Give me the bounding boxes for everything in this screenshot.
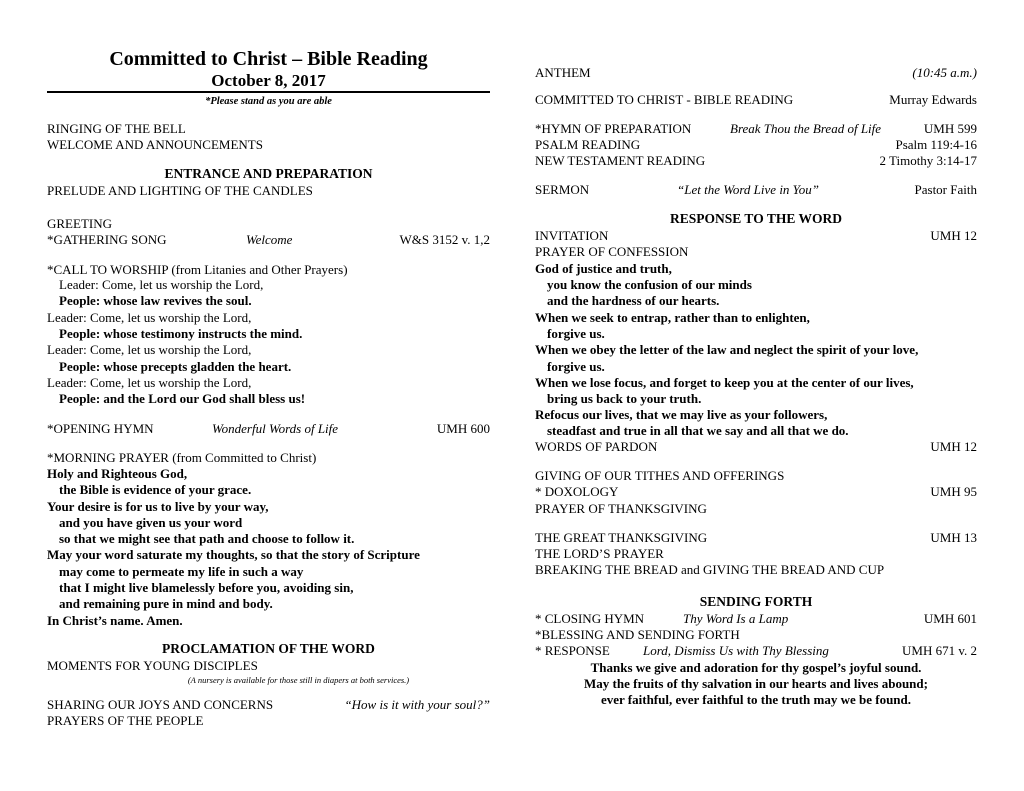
litany-line: People: whose law revives the soul. bbox=[59, 293, 252, 308]
response-title: Lord, Dismiss Us with Thy Blessing bbox=[643, 643, 829, 658]
breaking-bread: BREAKING THE BREAD and GIVING THE BREAD AND CUP bbox=[535, 562, 885, 577]
sharing-quote: “How is it with your soul?” bbox=[344, 697, 490, 712]
litany-line: Leader: Come, let us worship the Lord, bbox=[47, 342, 252, 357]
response-heading: RESPONSE TO THE WORD bbox=[670, 211, 842, 226]
sermon-row bbox=[535, 182, 977, 198]
hymn-preparation-ref: UMH 599 bbox=[923, 121, 977, 136]
greeting: GREETING bbox=[47, 216, 112, 231]
blessing: *BLESSING AND SENDING FORTH bbox=[535, 627, 740, 642]
nt-reading-label: NEW TESTAMENT READING bbox=[535, 153, 706, 168]
opening-hymn-row bbox=[47, 421, 490, 437]
prayer-line: Holy and Righteous God, bbox=[47, 466, 188, 481]
response-ref: UMH 671 v. 2 bbox=[902, 643, 977, 658]
moments-young-disciples: MOMENTS FOR YOUNG DISCIPLES bbox=[47, 658, 258, 673]
response-row bbox=[535, 643, 977, 659]
prelude: PRELUDE AND LIGHTING OF THE CANDLES bbox=[47, 183, 313, 198]
prayers-of-people: PRAYERS OF THE PEOPLE bbox=[47, 713, 204, 728]
morning-prayer-heading: *MORNING PRAYER (from Committed to Christ) bbox=[47, 450, 317, 465]
psalm-label: PSALM READING bbox=[535, 137, 641, 152]
closing-verse-line: Thanks we give and adoration for thy gospel’s joyful sound. bbox=[590, 660, 922, 675]
doxology-row bbox=[535, 484, 977, 500]
closing-hymn-title: Thy Word Is a Lamp bbox=[683, 611, 789, 626]
confession-heading: PRAYER OF CONFESSION bbox=[535, 244, 689, 259]
closing-verse-line: ever faithful, ever faithful to the truth may we be found. bbox=[600, 692, 912, 707]
ctc-reading-label: COMMITTED TO CHRIST - BIBLE READING bbox=[535, 92, 794, 107]
litany-line: Leader: Come, let us worship the Lord, bbox=[47, 375, 252, 390]
stand-note: *Please stand as you are able bbox=[205, 96, 332, 107]
gathering-song-label: *GATHERING SONG bbox=[47, 232, 167, 247]
litany-line: People: and the Lord our God shall bless us! bbox=[59, 391, 306, 406]
confession-line: When we obey the letter of the law and neglect the spirit of your love, bbox=[535, 342, 919, 357]
doxology-label: * DOXOLOGY bbox=[535, 484, 619, 499]
ctc-reading-name: Murray Edwards bbox=[889, 92, 977, 107]
prayer-line: so that we might see that path and choose to follow it. bbox=[59, 531, 355, 546]
gathering-song-row bbox=[47, 232, 490, 248]
service-date: October 8, 2017 bbox=[211, 71, 326, 90]
prayer-line: and you have given us your word bbox=[59, 515, 243, 530]
invitation-ref: UMH 12 bbox=[930, 228, 977, 243]
prayer-line: Your desire is for us to live by your way, bbox=[47, 499, 269, 514]
closing-hymn-label: * CLOSING HYMN bbox=[535, 611, 645, 626]
nt-reading-ref: 2 Timothy 3:14-17 bbox=[879, 153, 977, 168]
sending-heading: SENDING FORTH bbox=[699, 594, 813, 609]
prayer-line: and remaining pure in mind and body. bbox=[59, 596, 273, 611]
hymn-preparation-row bbox=[535, 121, 977, 137]
confession-line: When we lose focus, and forget to keep you at the center of our lives, bbox=[535, 375, 914, 390]
confession-line: Refocus our lives, that we may live as your followers, bbox=[535, 407, 828, 422]
call-to-worship-heading: *CALL TO WORSHIP (from Litanies and Other Prayers) bbox=[47, 262, 348, 277]
psalm-row bbox=[535, 137, 977, 153]
thanksgiving-prayer: PRAYER OF THANKSGIVING bbox=[535, 501, 707, 516]
confession-line: and the hardness of our hearts. bbox=[547, 293, 720, 308]
litany-line: Leader: Come, let us worship the Lord, bbox=[59, 277, 264, 292]
great-thanksgiving-label: THE GREAT THANKSGIVING bbox=[535, 530, 708, 545]
confession-line: steadfast and true in all that we say and all that we do. bbox=[547, 423, 849, 438]
lords-prayer: THE LORD’S PRAYER bbox=[535, 546, 664, 561]
gathering-song-ref: W&S 3152 v. 1,2 bbox=[399, 232, 490, 247]
invitation-row bbox=[535, 228, 977, 244]
great-thanksgiving-ref: UMH 13 bbox=[930, 530, 977, 545]
proclamation-heading: PROCLAMATION OF THE WORD bbox=[162, 641, 375, 656]
confession-line: you know the confusion of our minds bbox=[547, 277, 752, 292]
entrance-heading: ENTRANCE AND PREPARATION bbox=[164, 166, 373, 181]
pardon-ref: UMH 12 bbox=[930, 439, 977, 454]
sermon-title: “Let the Word Live in You” bbox=[677, 182, 819, 197]
pardon-row bbox=[535, 439, 977, 455]
response-label: * RESPONSE bbox=[535, 643, 610, 658]
pardon-label: WORDS OF PARDON bbox=[535, 439, 658, 454]
psalm-ref: Psalm 119:4-16 bbox=[895, 137, 977, 152]
confession-line: When we seek to entrap, rather than to enlighten, bbox=[535, 310, 810, 325]
title-rule bbox=[47, 91, 490, 93]
anthem-time: (10:45 a.m.) bbox=[912, 65, 977, 80]
sermon-preacher: Pastor Faith bbox=[914, 182, 977, 197]
litany-line: People: whose testimony instructs the mind. bbox=[59, 326, 303, 341]
prayer-line: that I might live blamelessly before you, avoiding sin, bbox=[59, 580, 354, 595]
gathering-song-title: Welcome bbox=[246, 232, 293, 247]
nursery-note: (A nursery is available for those still in diapers at both services.) bbox=[187, 675, 410, 685]
opening-hymn-label: *OPENING HYMN bbox=[47, 421, 154, 436]
litany-line: Leader: Come, let us worship the Lord, bbox=[47, 310, 252, 325]
opening-hymn-ref: UMH 600 bbox=[436, 421, 490, 436]
confession-line: forgive us. bbox=[547, 359, 605, 374]
prayer-line: May your word saturate my thoughts, so that the story of Scripture bbox=[47, 547, 420, 562]
closing-hymn-ref: UMH 601 bbox=[923, 611, 977, 626]
hymn-preparation-title: Break Thou the Bread of Life bbox=[730, 121, 882, 136]
prayer-line: may come to permeate my life in such a way bbox=[59, 564, 304, 579]
invitation-label: INVITATION bbox=[535, 228, 609, 243]
ctc-reading-row bbox=[535, 92, 977, 108]
litany-line: People: whose precepts gladden the heart. bbox=[59, 359, 292, 374]
prayer-line: In Christ’s name. Amen. bbox=[47, 613, 183, 628]
nt-reading-row bbox=[535, 153, 977, 169]
anthem-row bbox=[535, 65, 977, 81]
great-thanksgiving-row bbox=[535, 530, 977, 546]
sharing-label: SHARING OUR JOYS AND CONCERNS bbox=[47, 697, 274, 712]
confession-line: forgive us. bbox=[547, 326, 605, 341]
giving: GIVING OF OUR TITHES AND OFFERINGS bbox=[535, 468, 785, 483]
closing-hymn-row bbox=[535, 611, 977, 627]
page-title: Committed to Christ – Bible Reading bbox=[109, 48, 428, 70]
prayer-line: the Bible is evidence of your grace. bbox=[59, 482, 252, 497]
welcome-announcements: WELCOME AND ANNOUNCEMENTS bbox=[47, 137, 263, 152]
ringing-of-bell: RINGING OF THE BELL bbox=[47, 121, 186, 136]
doxology-ref: UMH 95 bbox=[930, 484, 977, 499]
anthem-label: ANTHEM bbox=[535, 65, 591, 80]
confession-line: bring us back to your truth. bbox=[547, 391, 702, 406]
sharing-row bbox=[47, 697, 490, 713]
hymn-preparation-label: *HYMN OF PREPARATION bbox=[535, 121, 692, 136]
confession-line: God of justice and truth, bbox=[535, 261, 672, 276]
sermon-label: SERMON bbox=[535, 182, 590, 197]
closing-verse-line: May the fruits of thy salvation in our hearts and lives abound; bbox=[584, 676, 928, 691]
opening-hymn-title: Wonderful Words of Life bbox=[212, 421, 339, 436]
